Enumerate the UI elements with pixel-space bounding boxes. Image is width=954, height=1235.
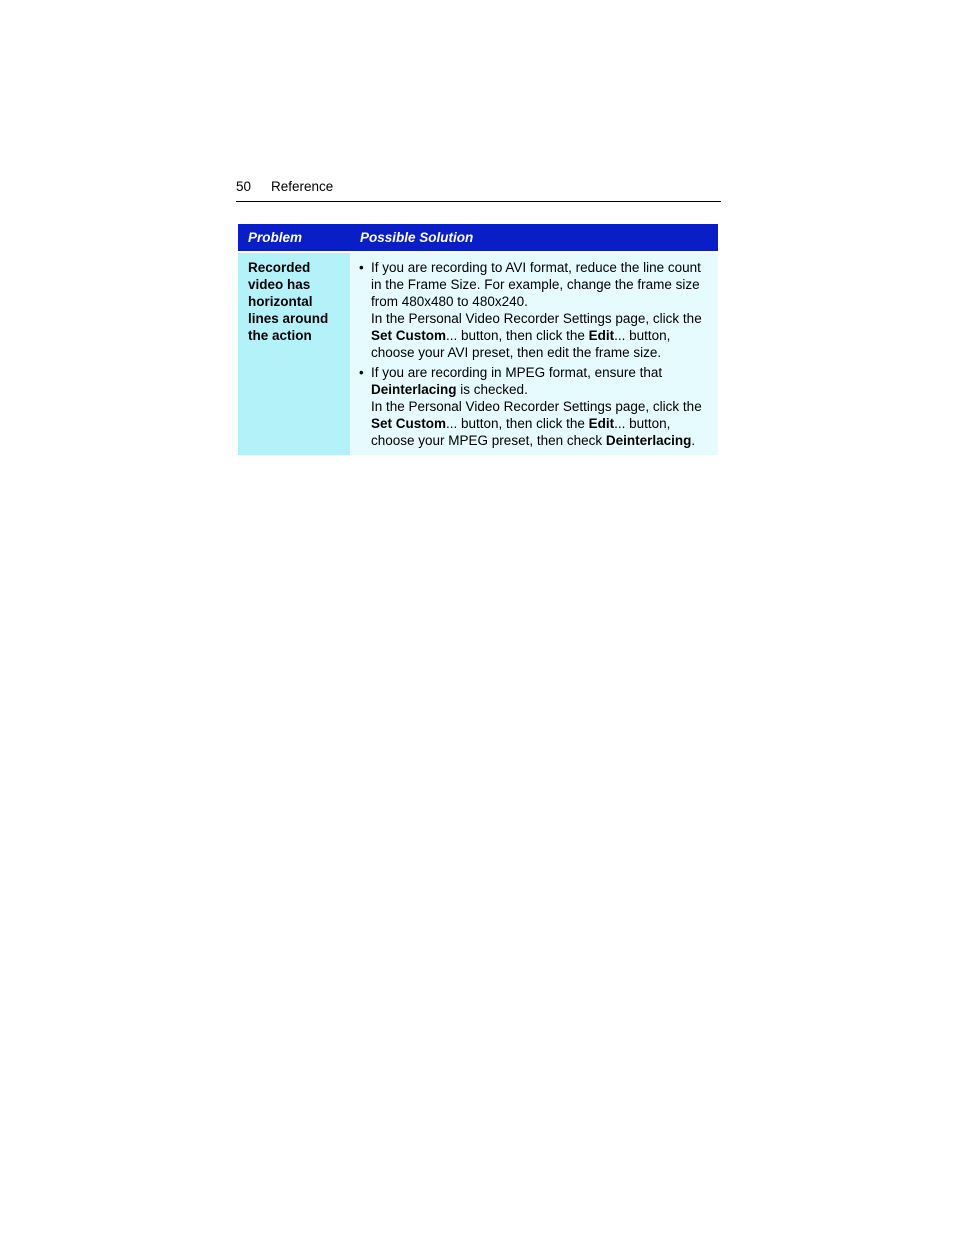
solution-intro [371,364,714,398]
page-number: 50 [236,179,252,194]
edit-label: Edit [588,416,615,431]
solution-item-mpeg [359,364,714,449]
steps-text: ... button, then click the [446,416,589,431]
steps-text: ... button, then click the [446,328,589,343]
table-row [238,253,718,455]
running-head [236,178,721,202]
steps-text: . [691,433,696,448]
troubleshooting-table [238,224,718,455]
intro-text: If you are recording in MPEG format, ensure that [371,365,663,380]
steps-text: In the Personal Video Recorder Settings page, click the [371,399,702,414]
header-problem: Problem [248,230,303,245]
steps-text: In the Personal Video Recorder Settings page, click the [371,311,702,326]
solution-item-avi [359,259,714,361]
edit-label: Edit [588,328,615,343]
solution-text [371,364,714,449]
solution-steps [371,398,714,449]
section-title: Reference [271,179,334,194]
deinterlacing-label: Deinterlacing [371,382,457,397]
solution-steps [371,310,714,361]
problem-cell: Recorded video has horizontal lines around the action [238,253,350,455]
solution-cell [350,253,718,455]
steps-text: ... button, choose your AVI preset, then edit the frame size. [371,328,671,360]
table-header-row [238,224,718,251]
bullet-icon: • [359,365,364,380]
set-custom-label: Set Custom [371,328,447,343]
intro-text: is checked. [456,382,528,397]
solution-intro: If you are recording to AVI format, reduce the line count in the Frame Size. For example, change the frame size from 480x480 to 480x240. [371,260,701,309]
bullet-icon: • [359,260,364,275]
deinterlacing-label: Deinterlacing [605,433,692,448]
header-solution: Possible Solution [360,230,474,245]
set-custom-label: Set Custom [371,416,447,431]
steps-text: ... button, choose your MPEG preset, then check [371,416,671,448]
solution-text [371,259,714,361]
